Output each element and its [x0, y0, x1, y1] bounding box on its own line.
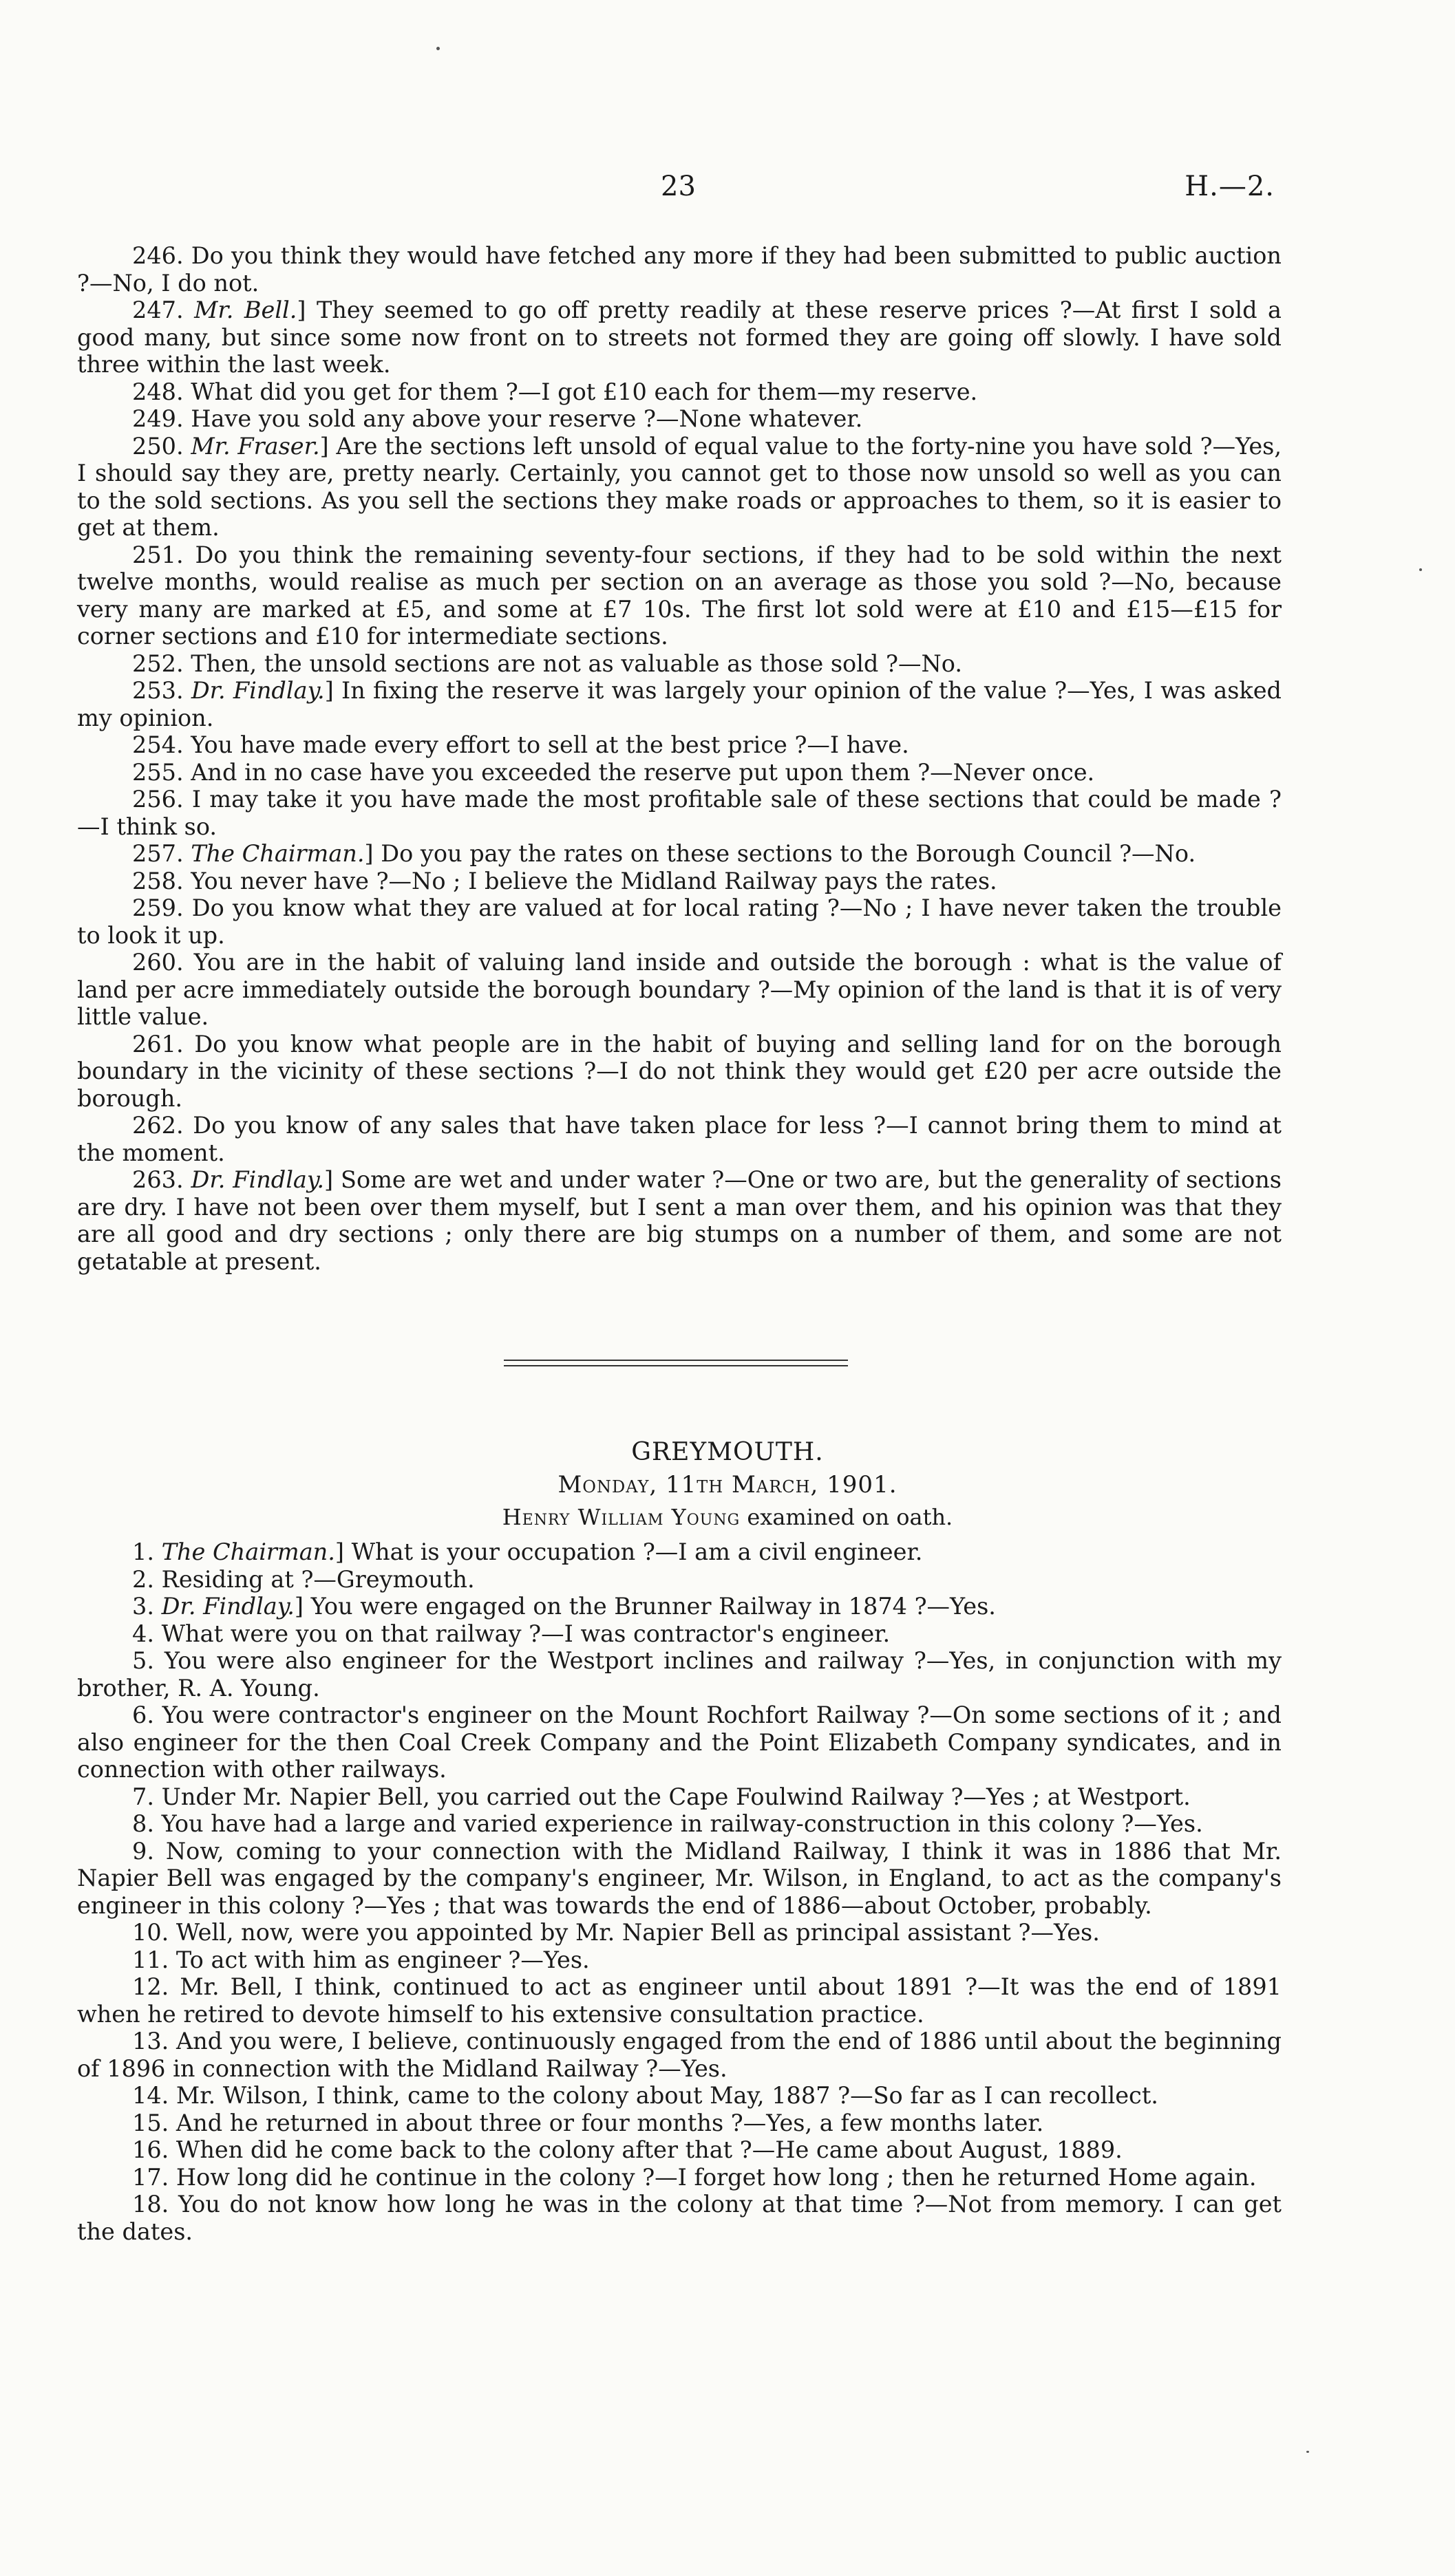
- question-text: 258. You never have ?—No ; I believe the Midland Railway pays the rates.: [132, 867, 997, 894]
- question-answer: [77, 2028, 1282, 2082]
- paper-speck: [436, 47, 440, 50]
- question-answer: [77, 650, 1282, 678]
- speaker-name: The Chairman.: [161, 1538, 335, 1565]
- question-text: 9. Now, coming to your connection with the Midland Railway, I think it was in 1886 that Mr. Napier Bell was engaged by the company's engineer, Mr. Wilson, in England, to act as the company's engineer in this colony ?—Yes ; that was towards the end of 1886—about October, probably.: [77, 1837, 1282, 1919]
- question-answer: [77, 1973, 1282, 2028]
- speaker-name: Dr. Findlay.: [191, 1166, 325, 1193]
- speaker-name: Mr. Fraser.: [191, 432, 320, 460]
- question-answer: [77, 433, 1282, 541]
- question-answer: [77, 1838, 1282, 1920]
- speaker-name: The Chairman.: [191, 840, 365, 867]
- question-answer: [77, 2110, 1282, 2137]
- evidence-part-2: [77, 1538, 1282, 2245]
- question-text: 5. You were also engineer for the Westport inclines and railway ?—Yes, in conjunction with my brother, R. A. Young.: [77, 1647, 1282, 1702]
- question-answer: [77, 2136, 1282, 2164]
- section-divider: [504, 1360, 848, 1369]
- evidence-part-1: [77, 242, 1282, 1275]
- paper-speck: [1419, 568, 1422, 571]
- question-text: ] In fixing the reserve it was largely your opinion of the value ?—Yes, I was asked my opinion.: [77, 677, 1282, 731]
- question-answer: [77, 1166, 1282, 1275]
- question-answer: [77, 759, 1282, 786]
- witness-suffix: examined on oath.: [740, 1504, 953, 1530]
- question-answer: [77, 786, 1282, 840]
- question-text: 11. To act with him as engineer ?—Yes.: [132, 1946, 590, 1973]
- question-answer: [77, 1702, 1282, 1783]
- question-number: 247.: [132, 297, 184, 323]
- speaker-name: Dr. Findlay.: [191, 677, 325, 704]
- question-text: 8. You have had a large and varied experience in railway-construction in this colony ?—Yes.: [132, 1810, 1203, 1837]
- question-text: ] What is your occupation ?—I am a civil engineer.: [334, 1538, 923, 1565]
- question-text: ] Do you pay the rates on these sections to the Borough Council ?—No.: [364, 840, 1196, 867]
- speaker-name: Mr. Bell.: [194, 297, 297, 323]
- question-answer: [77, 894, 1282, 949]
- question-answer: [77, 840, 1282, 868]
- question-number: 1.: [132, 1538, 154, 1565]
- question-answer: [77, 405, 1282, 433]
- question-text: 17. How long did he continue in the colony ?—I forget how long ; then he returned Home again.: [132, 2163, 1257, 2191]
- question-text: 4. What were you on that railway ?—I was contractor's engineer.: [132, 1620, 891, 1647]
- question-text: ] Some are wet and under water ?—One or two are, but the generality of sections are dry. I have not been over them myself, but I sent a man over them, and his opinion was that they are all good and dry sections ; only there are big stumps on a number of them, and some are not getatable at present.: [77, 1166, 1282, 1275]
- question-answer: [77, 1112, 1282, 1166]
- question-answer: [77, 378, 1282, 406]
- question-answer: [77, 2191, 1282, 2245]
- question-answer: [77, 949, 1282, 1031]
- question-text: 256. I may take it you have made the most profitable sale of these sections that could be made ?—I think so.: [77, 786, 1282, 840]
- question-text: 261. Do you know what people are in the habit of buying and selling land for on the borough boundary in the vicinity of these sections ?—I do not think they would get £20 per acre outside the borough.: [77, 1030, 1282, 1112]
- question-text: 15. And he returned in about three or four months ?—Yes, a few months later.: [132, 2109, 1044, 2136]
- witness-line: [0, 1504, 1455, 1530]
- question-answer: [77, 868, 1282, 895]
- section-date: Monday, 11th March, 1901.: [557, 1471, 898, 1499]
- question-text: 13. And you were, I believe, continuously engaged from the end of 1886 until about the beginning of 1896 in connection with the Midland Railway ?—Yes.: [77, 2028, 1282, 2082]
- question-answer: [77, 242, 1282, 297]
- question-text: 254. You have made every effort to sell at the best price ?—I have.: [132, 731, 909, 758]
- question-text: ] They seemed to go off pretty readily at these reserve prices ?—At first I sold a good many, but since some now front on to streets not formed they are going off slowly. I have sold three within the last week.: [77, 297, 1282, 378]
- question-answer: [77, 1566, 1282, 1593]
- speaker-name: Dr. Findlay.: [161, 1593, 295, 1620]
- paper-speck: [1306, 2451, 1309, 2453]
- question-text: 249. Have you sold any above your reserve ?—None whatever.: [132, 405, 863, 432]
- question-text: 18. You do not know how long he was in the colony at that time ?—Not from memory. I can get the dates.: [77, 2191, 1282, 2245]
- question-answer: [77, 677, 1282, 731]
- question-text: 246. Do you think they would have fetched any more if they had been submitted to public auction ?—No, I do not.: [77, 242, 1282, 297]
- question-text: ] You were engaged on the Brunner Railway in 1874 ?—Yes.: [294, 1593, 996, 1620]
- question-text: 252. Then, the unsold sections are not as valuable as those sold ?—No.: [132, 650, 962, 677]
- page-number: 23: [661, 171, 696, 202]
- question-text: 12. Mr. Bell, I think, continued to act as engineer until about 1891 ?—It was the end of 1891 when he retired to devote himself to his extensive consultation practice.: [77, 1973, 1282, 2028]
- question-text: 260. You are in the habit of valuing land inside and outside the borough : what is the value of land per acre immediately outside the borough boundary ?—My opinion of the land is that it is of very little value.: [77, 949, 1282, 1030]
- question-text: 251. Do you think the remaining seventy-four sections, if they had to be sold within the next twelve months, would realise as much per section on an average as those you sold ?—No, because very many are marked at £5, and some at £7 10s. The first lot sold were at £10 and £15—£15 for corner sections and £10 for intermediate sections.: [77, 541, 1282, 650]
- question-text: ] Are the sections left unsold of equal value to the forty-nine you have sold ?—Yes, I should say they are, pretty nearly. Certainly, you cannot get to those now unsold so well as you can to the sold sections. As you sell the sections they make roads or approaches to them, so it is easier to get at them.: [77, 432, 1282, 541]
- question-text: 14. Mr. Wilson, I think, came to the colony about May, 1887 ?—So far as I can recollect.: [132, 2082, 1158, 2109]
- question-number: 257.: [132, 840, 184, 867]
- question-answer: [77, 1810, 1282, 1838]
- question-number: 250.: [132, 432, 184, 460]
- question-answer: [77, 1593, 1282, 1620]
- question-text: 7. Under Mr. Napier Bell, you carried out the Cape Foulwind Railway ?—Yes ; at Westport.: [132, 1783, 1191, 1810]
- question-answer: [77, 1946, 1282, 1974]
- question-number: 3.: [132, 1593, 154, 1620]
- question-answer: [77, 1538, 1282, 1566]
- question-answer: [77, 2164, 1282, 2191]
- question-text: 6. You were contractor's engineer on the Mount Rochfort Railway ?—On some sections of it ; and also engineer for the then Coal Creek Company and the Point Elizabeth Company syndicates, and in connection with other railways.: [77, 1702, 1282, 1783]
- question-answer: [77, 297, 1282, 378]
- question-text: 2. Residing at ?—Greymouth.: [132, 1565, 475, 1593]
- page-header: [0, 171, 1455, 212]
- question-text: 16. When did he come back to the colony after that ?—He came about August, 1889.: [132, 2136, 1123, 2163]
- section-place: GREYMOUTH.: [631, 1438, 824, 1466]
- witness-name: Henry William Young: [502, 1504, 741, 1530]
- question-answer: [77, 1783, 1282, 1811]
- question-number: 263.: [132, 1166, 184, 1193]
- question-answer: [77, 2082, 1282, 2110]
- question-text: 262. Do you know of any sales that have taken place for less ?—I cannot bring them to mind at the moment.: [77, 1112, 1282, 1166]
- question-text: 10. Well, now, were you appointed by Mr. Napier Bell as principal assistant ?—Yes.: [132, 1919, 1100, 1946]
- document-reference: H.—2.: [1185, 171, 1275, 202]
- question-text: 248. What did you get for them ?—I got £10 each for them—my reserve.: [132, 378, 978, 405]
- question-answer: [77, 1620, 1282, 1648]
- question-answer: [77, 1031, 1282, 1113]
- question-answer: [77, 731, 1282, 759]
- question-number: 253.: [132, 677, 184, 704]
- question-text: 259. Do you know what they are valued at for local rating ?—No ; I have never taken the trouble to look it up.: [77, 894, 1282, 949]
- question-text: 255. And in no case have you exceeded the reserve put upon them ?—Never once.: [132, 758, 1095, 786]
- question-answer: [77, 541, 1282, 650]
- question-answer: [77, 1919, 1282, 1946]
- question-answer: [77, 1647, 1282, 1702]
